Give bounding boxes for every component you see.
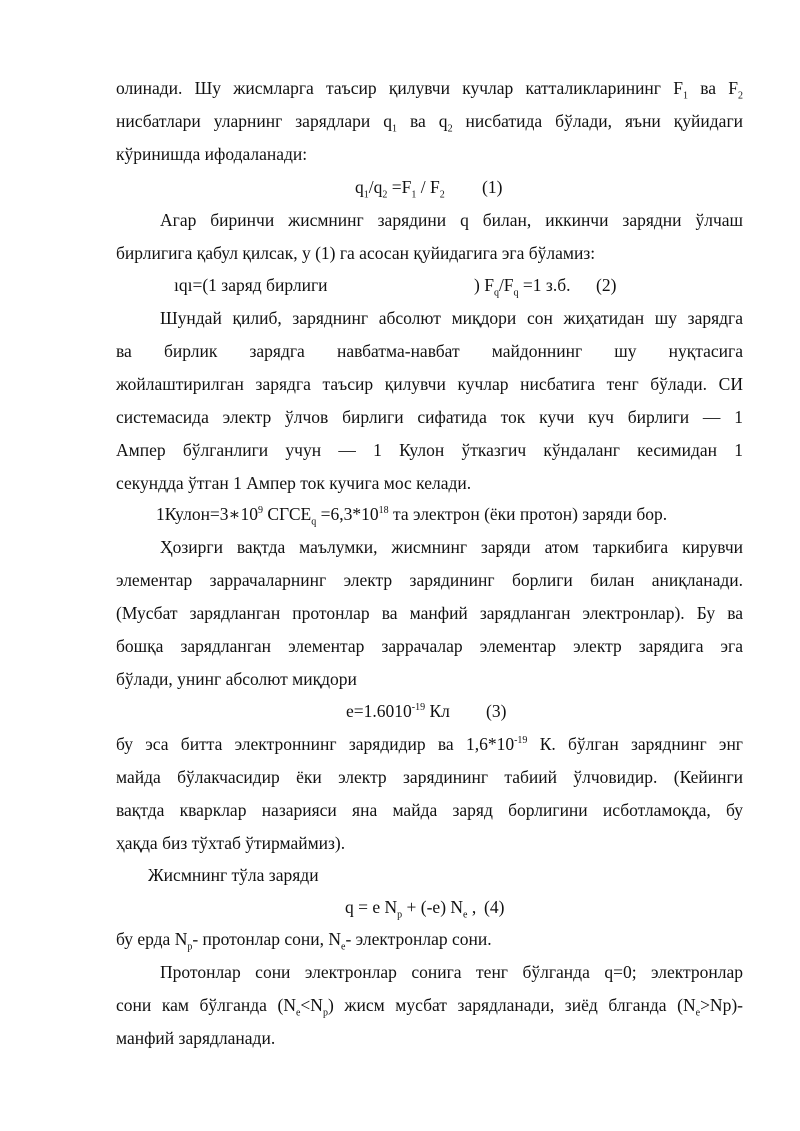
paragraph-line: олинади. Шу жисмларга таъсир қилувчи кучлар катталикларининг $F_1$ ва $F_2$ [116,78,743,102]
equation-1-number: (1) [482,177,503,197]
paragraph-line: Протонлар сони электронлар сонига тенг бўлганда q=0; электронлар [160,962,743,982]
paragraph-line: элементар заррачаларнинг электр зарядининг борлиги билан аниқланади. [116,570,743,590]
equation-3: $e=1.6010^{-19}$ Кл [346,701,450,721]
paragraph-line: бошқа зарядланган элементар заррачалар элементар электр зарядига эга [116,636,743,656]
equation-4: q = e $N_p + (-e)$ $N_e$ , [345,897,477,921]
paragraph-line: секундда ўтган 1 Ампер ток кучига мос келади. [116,473,472,493]
paragraph-line: Шундай қилиб, заряднинг абсолют миқдори сон жиҳатидан шу зарядга [160,308,743,328]
paragraph-line: (Мусбат зарядланган протонлар ва манфий зарядланган электронлар). Бу ва [116,603,743,623]
paragraph-line: системасида электр ўлчов бирлиги сифатида ток кучи куч бирлиги — 1 [116,407,743,427]
equation-2-right: ) $F_q/F_q =1$ з.б. [474,275,571,299]
paragraph-line: Ҳозирги вақтда маълумки, жисмнинг заряди атом таркибига кирувчи [160,537,743,557]
equation-3-number: (3) [486,701,507,721]
coulomb-definition: $1Кулон=3∗10^9$ $СГСЕ_q =6,3*10^{18}$ та электрон (ёки протон) заряди бор. [156,504,668,528]
paragraph-line: нисбатлари уларнинг зарядлари $q_1$ ва $q_2$ нисбатида бўлади, яъни қуйидаги [116,111,743,135]
paragraph-line: сони кам бўлганда $(N_e<N_p)$ жисм мусбат зарядланади, зиёд блганда $(N_e>Np)-$ [116,995,743,1019]
paragraph-line: бўлади, унинг абсолют миқдори [116,669,357,689]
equation-4-number: (4) [484,897,505,917]
paragraph-line: жойлаштирилган зарядга таъсир қилувчи кучлар нисбатига тенг бўлади. СИ [116,374,743,394]
equation-2-left: ıqı=(1 заряд бирлиги [174,275,328,295]
paragraph-line: бу эса битта электроннинг зарядидир ва $1,6*10^{-19}$ К. бўлган заряднинг энг [116,734,743,754]
paragraph-line: ва бирлик зарядга навбатма-навбат майдоннинг шу нуқтасига [116,341,743,361]
paragraph-line: Ампер бўлганлиги учун — 1 Кулон ўтказгич кўндаланг кесимидан 1 [116,440,743,460]
paragraph-line: бирлигига қабул қилсак, у (1) га асосан қуйидагигa эга бўламиз: [116,243,596,263]
paragraph-line: майда бўлакчасидир ёки электр зарядининг табиий ўлчовидир. (Кейинги [116,767,743,787]
where-line: бу ерда $N_p-$ протонлар сони, $N_e-$ электронлар сони. [116,929,492,953]
paragraph-line: манфий зарядланади. [116,1028,276,1048]
paragraph-line: кўринишда ифодаланади: [116,144,308,164]
paragraph-line: ҳақда биз тўхтаб ўтирмаймиз). [116,833,346,853]
equation-2-number: (2) [596,275,617,295]
paragraph-line: Агар биринчи жисмнинг зарядини q билан, иккинчи зарядни ўлчаш [160,210,743,230]
full-charge-heading: Жисмнинг тўла заряди [148,865,319,885]
paragraph-line: вақтда кварклар назарияси яна майда заряд борлигини исботламоқда, бу [116,800,743,820]
equation-1: $q_1/q_2 =F_1 / F_2$ [355,177,445,201]
